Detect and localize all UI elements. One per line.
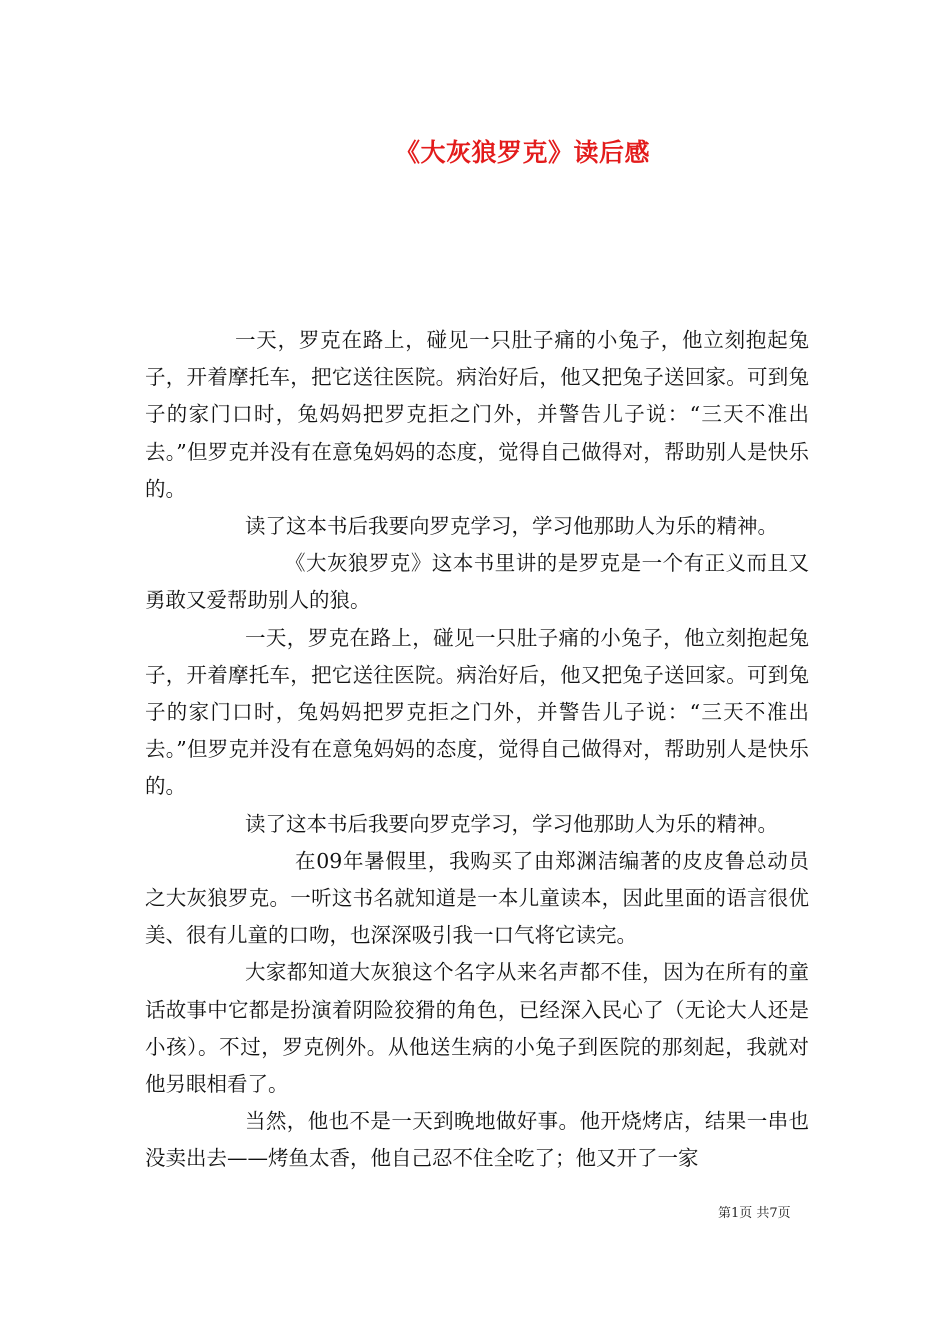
page-number-footer: 第1页 共7页: [718, 1206, 791, 1221]
paragraph-7: 大家都知道大灰狼这个名字从来名声都不佳，因为在所有的童话故事中它都是扮演着阴险狡猾的角色，已经深入民心了（无论大人还是小孩）。不过，罗克例外。从他送生病的小兔子到医院的那刻起，我就对他另眼相看了。: [145, 960, 809, 1097]
paragraph-5: 读了这本书后我要向罗克学习，学习他那助人为乐的精神。: [245, 811, 778, 836]
paragraph-1: 一天，罗克在路上，碰见一只肚子痛的小兔子，他立刻抱起兔子，开着摩托车，把它送往医院。病治好后，他又把兔子送回家。可到兔子的家门口时，兔妈妈把罗克拒之门外，并警告儿子说：“三天不准出去。”但罗克并没有在意兔妈妈的态度，觉得自己做得对，帮助别人是快乐的。: [145, 328, 809, 501]
paragraph-4: 一天，罗克在路上，碰见一只肚子痛的小兔子，他立刻抱起兔子，开着摩托车，把它送往医院。病治好后，他又把兔子送回家。可到兔子的家门口时，兔妈妈把罗克拒之门外，并警告儿子说：“三天不准出去。”但罗克并没有在意兔妈妈的态度，觉得自己做得对，帮助别人是快乐的。: [145, 625, 809, 799]
document-title: 《大灰狼罗克》读后感: [394, 138, 650, 167]
paragraph-2: 读了这本书后我要向罗克学习，学习他那助人为乐的精神。: [245, 514, 778, 539]
paragraph-8: 当然，他也不是一天到晚地做好事。他开烧烤店，结果一串也没卖出去——烤鱼太香，他自己忍不住全吃了；他又开了一家: [145, 1109, 809, 1171]
paragraph-3: 《大灰狼罗克》这本书里讲的是罗克是一个有正义而且又勇敢又爱帮助别人的狼。: [145, 551, 809, 613]
document-body: [145, 322, 809, 1178]
paragraph-6: 在09年暑假里，我购买了由郑渊洁编著的皮皮鲁总动员之大灰狼罗克。一听这书名就知道是一本儿童读本，因此里面的语言很优美、很有儿童的口吻，也深深吸引我一口气将它读完。: [145, 848, 809, 948]
